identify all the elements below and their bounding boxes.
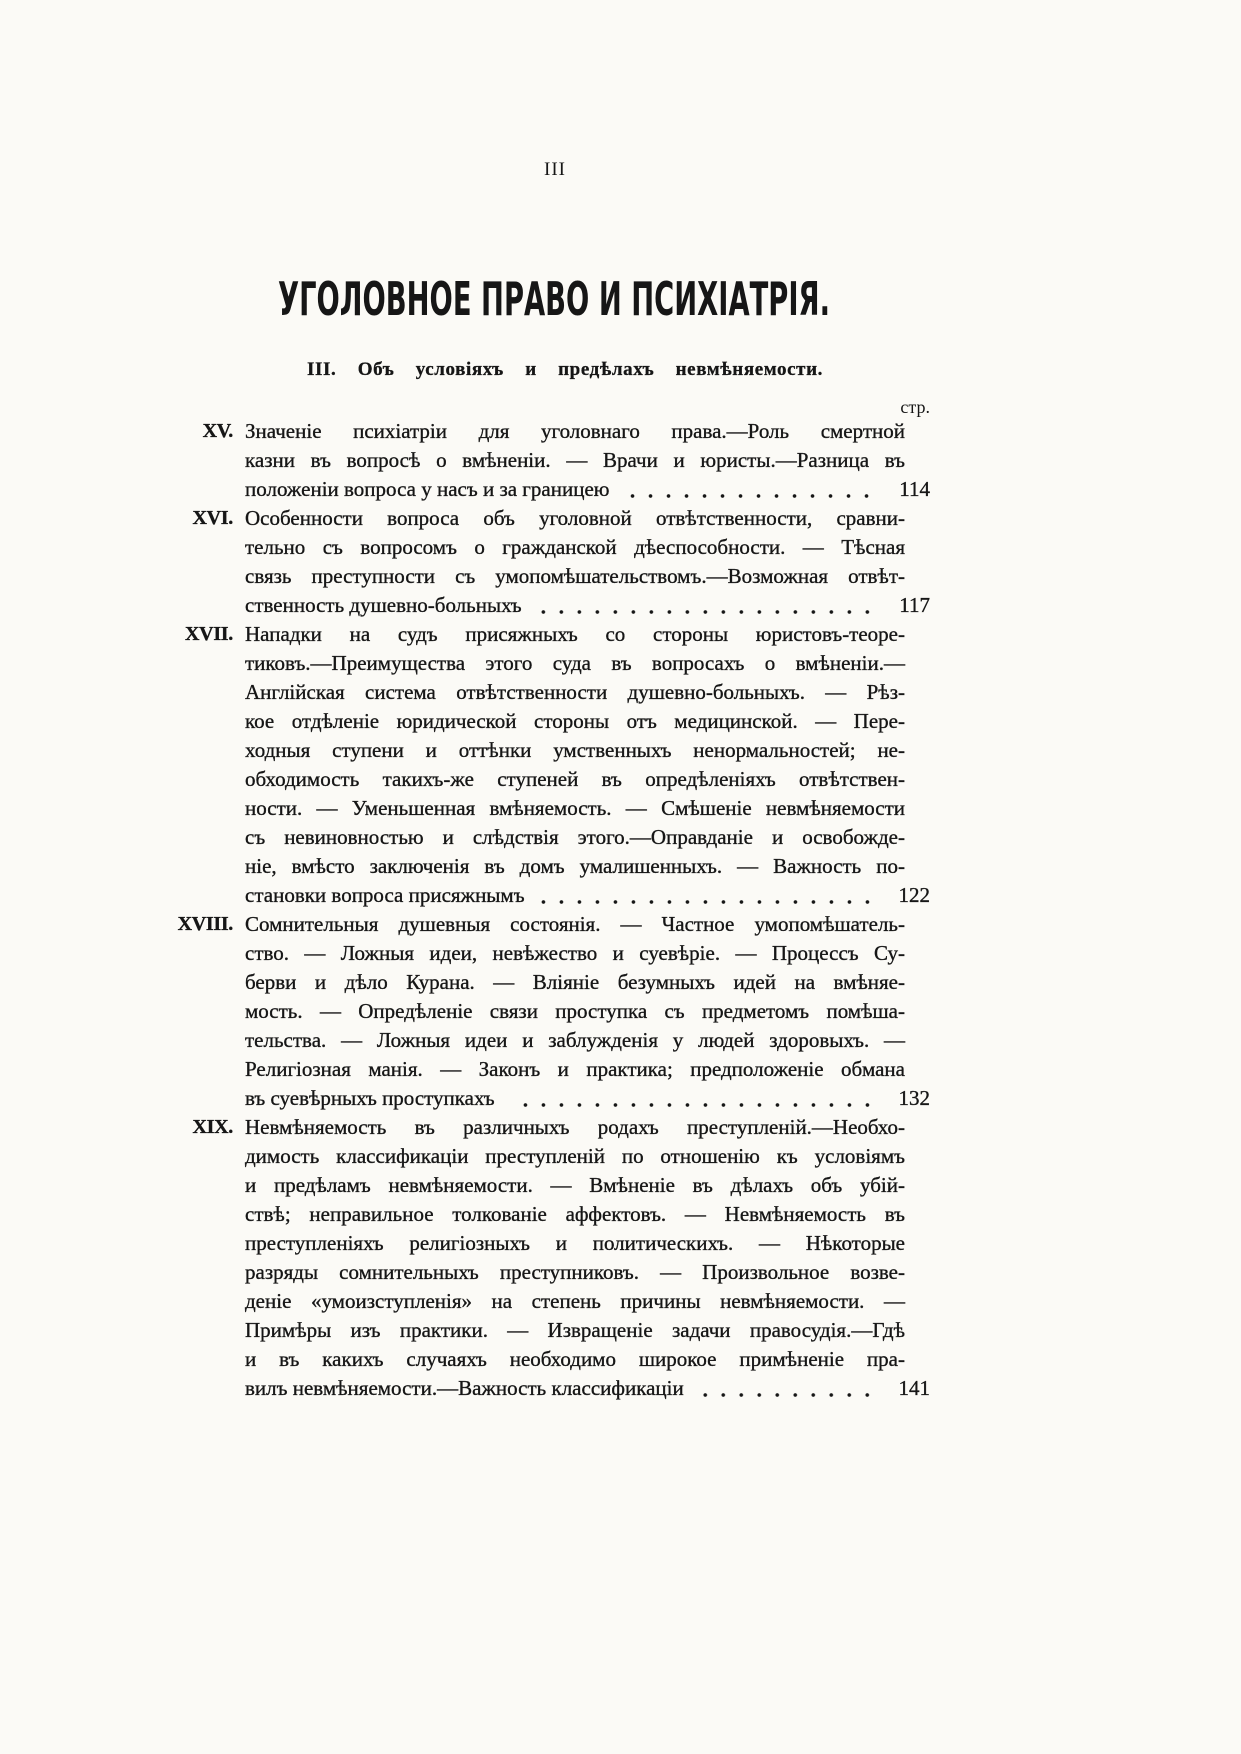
toc-line-last (245, 881, 930, 910)
toc-line-text: ствѣ; неправильное толкованіе аффектовъ. — Невмѣняемость въ (245, 1202, 905, 1226)
toc-line-text: обходимость такихъ-же ступеней въ опредѣленіяхъ отвѣтствен- (245, 767, 905, 791)
toc-line (245, 446, 905, 475)
toc-line-last (245, 1084, 930, 1113)
toc-line-text: Сомнительныя душевныя состоянія. — Частное умопомѣшатель- (245, 912, 905, 936)
toc-line (245, 997, 905, 1026)
toc-line-text: Религіозная манія. — Законъ и практика; предположеніе обмана (245, 1057, 905, 1081)
entry-page-number: 122 (898, 883, 930, 907)
toc-line-text: тельства. — Ложныя идеи и заблужденія у людей здоровыхъ. — (245, 1028, 905, 1052)
toc-entry-xvii (0, 620, 1241, 910)
toc-line-text: Невмѣняемость въ различныхъ родахъ преступленій.—Необхо- (245, 1115, 905, 1139)
dot-leader (511, 1084, 876, 1113)
toc-line (245, 533, 905, 562)
toc-line-text: въ суевѣрныхъ проступкахъ (245, 1086, 495, 1110)
toc-line-text: Англійская система отвѣтственности душевно-больныхъ. — Рѣз- (245, 680, 905, 704)
toc-line-text: Значеніе психіатріи для уголовнаго права.—Роль смертной (245, 419, 905, 443)
toc-line (245, 1316, 905, 1345)
toc-line (245, 852, 905, 881)
toc-line-text: мость. — Опредѣленіе связи проступка съ предметомъ помѣша- (245, 999, 905, 1023)
toc-entry-xviii (0, 910, 1241, 1113)
entry-page-number: 141 (898, 1376, 930, 1400)
toc-line-text: и предѣламъ невмѣняемости. — Вмѣненіе въ дѣлахъ объ убій- (245, 1173, 905, 1197)
book-title: УГОЛОВНОЕ ПРАВО И ПСИХІАТРІЯ. (278, 272, 830, 326)
dot-leader (625, 475, 876, 504)
toc-line-text: димость классификаціи преступленій по отношенію къ условіямъ (245, 1144, 905, 1168)
toc-line-text: Особенности вопроса объ уголовной отвѣтственности, сравни- (245, 506, 905, 530)
toc-line-text: деніе «умоизступленія» на степень причины невмѣняемости. — (245, 1289, 905, 1313)
toc-line-text: берви и дѣло Курана. — Вліяніе безумныхъ идей на вмѣняе- (245, 970, 905, 994)
toc-entry-xv (0, 417, 1241, 504)
toc-line-text: ходныя ступени и оттѣнки умственныхъ ненормальностей; не- (245, 738, 905, 762)
toc-line (245, 707, 905, 736)
toc-line (245, 939, 905, 968)
toc-line (245, 1113, 905, 1142)
toc-line-text: ство. — Ложныя идеи, невѣжество и суевѣріе. — Процессъ Су- (245, 941, 905, 965)
toc-line (245, 1200, 905, 1229)
toc-line (245, 620, 905, 649)
toc-line-last (245, 1374, 930, 1403)
toc-line-text: съ невиновностью и слѣдствія этого.—Оправданіе и освобожде- (245, 825, 905, 849)
toc-line (245, 910, 905, 939)
toc-line (245, 1229, 905, 1258)
toc-entry-xix (0, 1113, 1241, 1403)
entry-numeral: XIX. (192, 1116, 233, 1138)
toc-entry-xvi (0, 504, 1241, 620)
dot-leader (541, 881, 876, 910)
toc-line-text: кое отдѣленіе юридической стороны отъ медицинской. — Пере- (245, 709, 905, 733)
entry-numeral: XVI. (192, 507, 233, 529)
toc-line-text: ности. — Уменьшенная вмѣняемость. — Смѣшеніе невмѣняемости (245, 796, 905, 820)
toc-line-text: и въ какихъ случаяхъ необходимо широкое примѣненіе пра- (245, 1347, 905, 1371)
toc-line (245, 1142, 905, 1171)
book-title-svg (254, 272, 854, 326)
entry-page-number: 132 (898, 1086, 930, 1110)
toc-line (245, 1258, 905, 1287)
toc-line-text: ніе, вмѣсто заключенія въ домъ умалишенныхъ. — Важность по- (245, 854, 905, 878)
entry-page-number: 114 (899, 477, 930, 501)
toc-line-last (245, 475, 930, 504)
entry-page-number: 117 (899, 593, 930, 617)
toc-line-text: казни въ вопросѣ о вмѣненіи. — Врачи и юристы.—Разница въ (245, 448, 905, 472)
toc-line (245, 823, 905, 852)
toc-line-text: Нападки на судъ присяжныхъ со стороны юристовъ-теоре- (245, 622, 905, 646)
toc-line (245, 504, 905, 533)
toc-line-last (245, 591, 930, 620)
toc-line-text: связь преступности съ умопомѣшательствомъ.—Возможная отвѣт- (245, 564, 905, 588)
toc-line-text: тельно съ вопросомъ о гражданской дѣеспособности. — Тѣсная (245, 535, 905, 559)
entry-numeral: XV. (202, 420, 233, 442)
toc-line (245, 968, 905, 997)
toc-line-text: тиковъ.—Преимущества этого суда въ вопросахъ о вмѣненіи.— (245, 651, 905, 675)
toc-line (245, 1055, 905, 1084)
toc-line (245, 765, 905, 794)
toc-line-text: разряды сомнительныхъ преступниковъ. — Произвольное возве- (245, 1260, 905, 1284)
toc-line (245, 794, 905, 823)
toc-line (245, 1287, 905, 1316)
toc-line-text: вилъ невмѣняемости.—Важность классификаціи (245, 1376, 684, 1400)
page-number: III (544, 159, 566, 180)
toc-line-text: ственность душевно-больныхъ (245, 593, 522, 617)
part-heading-text: III. Объ условіяхъ и предѣлахъ невмѣняемости. (307, 359, 823, 380)
dot-leader (538, 591, 876, 620)
table-of-contents (0, 417, 1241, 1403)
entry-numeral: XVII. (185, 623, 233, 645)
toc-line (245, 562, 905, 591)
part-heading (307, 358, 823, 382)
toc-line (245, 736, 905, 765)
toc-line-text: Примѣры изъ практики. — Извращеніе задачи правосудія.—Гдѣ (245, 1318, 905, 1342)
toc-line (245, 1026, 905, 1055)
toc-line (245, 1171, 905, 1200)
toc-line (245, 1345, 905, 1374)
dot-leader (700, 1374, 876, 1403)
toc-line (245, 678, 905, 707)
toc-line (245, 417, 905, 446)
toc-line-text: преступленіяхъ религіозныхъ и политическихъ. — Нѣкоторые (245, 1231, 905, 1255)
toc-line-text: становки вопроса присяжнымъ (245, 883, 525, 907)
toc-line-text: положеніи вопроса у насъ и за границею (245, 477, 610, 501)
page-column-label: стр. (900, 397, 930, 417)
entry-numeral: XVIII. (177, 913, 233, 935)
toc-line (245, 649, 905, 678)
